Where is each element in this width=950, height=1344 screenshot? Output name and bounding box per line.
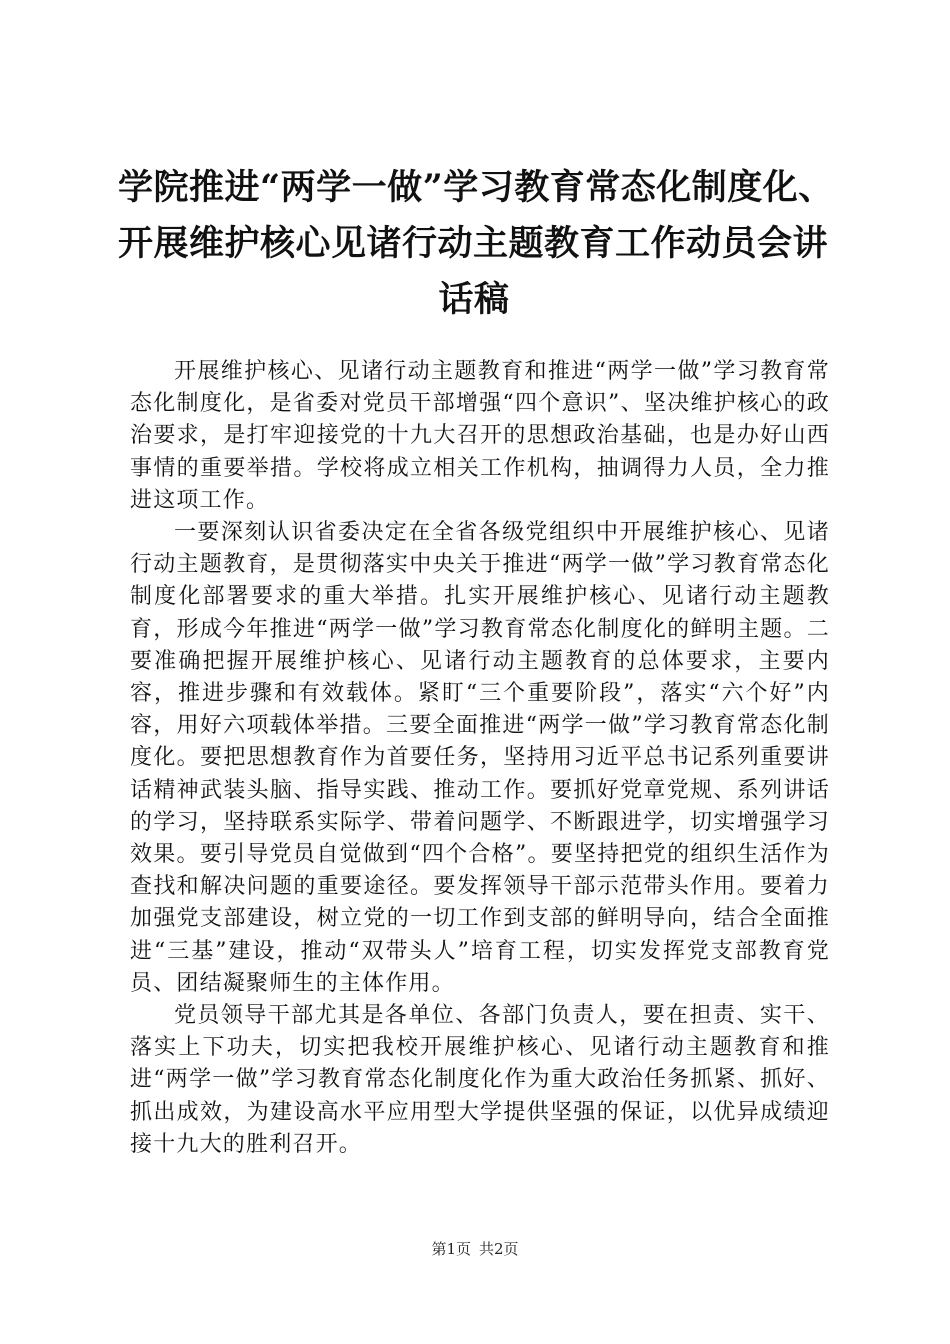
title-line: 开展维护核心见诸行动主题教育工作动员会讲: [118, 223, 829, 264]
page-total: 共2页: [479, 1240, 519, 1258]
page-number: 第1页: [431, 1240, 471, 1258]
document-title: [118, 160, 834, 328]
page-footer: [0, 1238, 950, 1259]
paragraph: 一要深刻认识省委决定在全省各级党组织中开展维护核心、见诸行动主题教育，是贯彻落实中央关于推进“两学一做”学习教育常态化制度化部署要求的重大举措。扎实开展维护核心、见诸行动主题教育，形成今年推进“两学一做”学习教育常态化制度化的鲜明主题。二要准确把握开展维护核心、见诸行动主题教育的总体要求，主要内容，推进步骤和有效载体。紧盯“三个重要阶段”，落实“六个好”内容，用好六项载体举措。三要全面推进“两学一做”学习教育常态化制度化。要把思想教育作为首要任务，坚持用习近平总书记系列重要讲话精神武装头脑、指导实践、推动工作。要抓好党章党规、系列讲话的学习，坚持联系实际学、带着问题学、不断跟进学，切实增强学习效果。要引导党员自觉做到“四个合格”。要坚持把党的组织生活作为查找和解决问题的重要途径。要发挥领导干部示范带头作用。要着力加强党支部建设，树立党的一切工作到支部的鲜明导向，结合全面推进“三基”建设，推动“双带头人”培育工程，切实发挥党支部教育党员、团结凝聚师生的主体作用。: [130, 520, 830, 996]
paragraph: 党员领导干部尤其是各单位、各部门负责人，要在担责、实干、落实上下功夫，切实把我校开展维护核心、见诸行动主题教育和推进“两学一做”学习教育常态化制度化作为重大政治任务抓紧、抓好、抓出成效，为建设高水平应用型大学提供坚强的保证，以优异成绩迎接十九大的胜利召开。: [130, 1003, 830, 1157]
title-line: 学院推进“两学一做”学习教育常态化制度化、: [118, 167, 834, 208]
paragraph: 开展维护核心、见诸行动主题教育和推进“两学一做”学习教育常态化制度化，是省委对党员干部增强“四个意识”、坚决维护核心的政治要求，是打牢迎接党的十九大召开的思想政治基础，也是办好山西事情的重要举措。学校将成立相关工作机构，抽调得力人员，全力推进这项工作。: [130, 359, 830, 513]
document-body: [130, 356, 830, 1161]
title-line: 话稿: [438, 279, 510, 320]
